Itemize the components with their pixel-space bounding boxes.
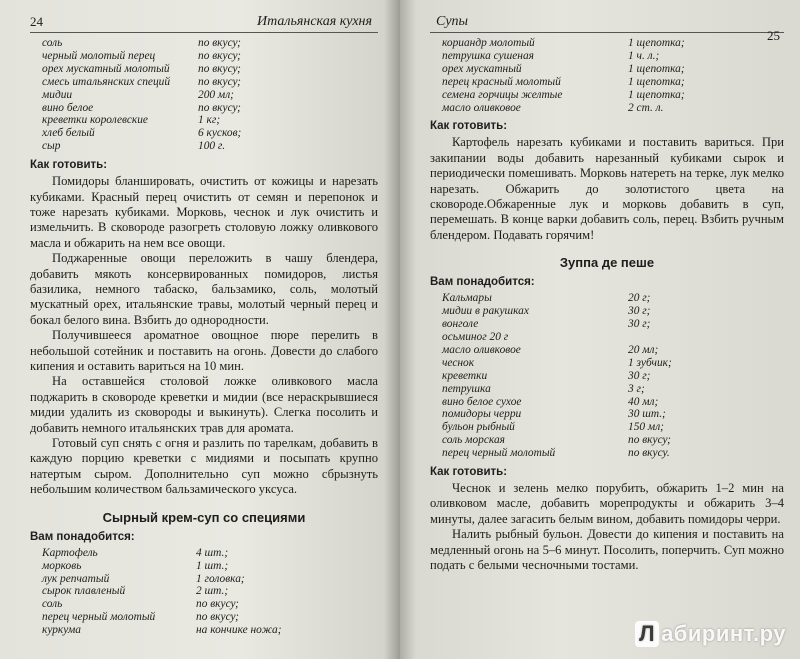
ingredient-qty [628,331,784,344]
ingredient-name: перец красный молотый [442,75,561,88]
ingredient-name: соль [42,37,63,49]
ingredient-qty: 30 шт.; [628,408,666,421]
ingredient-qty: 30 г; [628,318,651,331]
ingredient-name: смесь итальянских специй [42,75,171,88]
ingredient-qty: по вкусу; [198,75,241,88]
paragraph: Чеснок и зелень мелко порубить, обжарить 1–2 мин на оливковом масле, добавить морепродукты и обжарить 3–4 минуты, далее загасить белым вином, добавить помидоры черри. [430,481,784,526]
ingredient-name: креветки королевские [42,114,148,127]
page-number: 25 [767,28,780,43]
recipe-instructions [430,481,784,573]
ingredient-qty: по вкусу; [198,101,241,114]
ingredient-qty: 30 г; [628,369,651,382]
ingredient-qty: 30 г; [628,305,651,318]
paragraph: Поджаренные овощи переложить в чашу блендера, добавить мякоть консервированных помидоров, листья базилика, немного табаско, бальзамико, соль, молотый мускатный орех, итальянские травы, молотый черный перец и бокал белого вина. Взбить до однородности. [30,251,378,327]
ingredient-qty: по вкусу; [196,611,239,624]
ingredients-heading: Вам понадобится: [430,276,535,289]
ingredient-name: хлеб белый [42,127,95,140]
ingredient-qty: 1 щепотка; [628,37,685,49]
ingredient-qty: 100 г. [198,140,226,153]
ingredient-qty: по вкусу; [198,62,241,75]
ingredient-name: сырок плавленый [42,585,126,598]
ingredient-list [442,292,784,460]
how-to-cook-heading: Как готовить: [30,159,108,172]
ingredient-name: соль морская [442,434,505,447]
ingredient-name: петрушка сушеная [442,49,534,62]
ingredient-name: сыр [42,140,61,153]
ingredient-name: семена горчицы желтые [442,88,563,101]
running-title: Супы [436,14,469,29]
ingredient-qty: по вкусу; [198,37,241,49]
ingredient-qty: по вкусу; [628,434,671,447]
ingredient-qty: 200 мл; [198,88,234,101]
ingredient-name: вино белое сухое [442,395,522,408]
ingredient-qty: 1 ч. л.; [628,49,660,62]
ingredient-name: осьминог 20 г [442,331,509,343]
recipe-title: Сырный крем-суп со специями [102,509,306,525]
recipe-instructions [30,174,378,498]
ingredient-name: вонголе [442,318,479,331]
ingredient-list [42,37,378,153]
paragraph: Картофель нарезать кубиками и поставить вариться. При закипании воды добавить нарезанный кубиками сырок и периодически помешивать. Морковь натереть на терке, лук мелко нарезать. Обжарить до золотистого цвета на сковороде.Обжаренные лук и морковь добавить в суп, перемешать. В конце варки добавить соль, перец. Взбить ручным блендером. Подавать горячим! [430,135,784,242]
ingredient-qty: 6 кусков; [198,127,242,140]
running-header [30,14,378,33]
ingredient-qty: 150 мл; [628,421,664,434]
ingredient-name: соль [42,598,63,611]
ingredient-qty: на кончике ножа; [196,624,282,637]
ingredient-name: петрушка [442,382,491,395]
ingredient-name: орех мускатный [442,62,522,75]
ingredient-qty: 1 щепотка; [628,62,685,75]
ingredient-qty: 40 мл; [628,395,659,408]
site-watermark [635,621,786,647]
paragraph: Получившееся ароматное овощное пюре перелить в небольшой сотейник и поставить на огонь. Довести до слабого кипения и оставить вариться на 10 мин. [30,328,378,374]
ingredient-name: мидии в ракушках [442,305,529,318]
ingredient-name: перец черный молотый [42,611,156,624]
recipe-title: Зуппа де пеше [559,255,655,271]
ingredient-qty: 2 ст. л. [628,101,664,114]
how-to-cook-heading: Как готовить: [430,120,508,133]
ingredient-name: куркума [42,624,81,637]
ingredient-qty: 20 мл; [628,343,659,356]
ingredient-name: масло оливковое [442,343,521,356]
ingredient-name: кориандр молотый [442,37,535,49]
ingredient-name: креветки [442,369,488,382]
ingredient-name: чеснок [442,356,475,369]
ingredient-qty: по вкусу. [628,447,670,460]
ingredient-list [442,37,784,114]
ingredients-heading: Вам понадобится: [30,530,135,543]
ingredient-list [42,547,378,637]
ingredient-name: масло оливковое [442,101,521,114]
ingredient-name: помидоры черри [442,408,522,421]
ingredient-qty: 1 шт.; [196,559,229,572]
ingredient-name: орех мускатный молотый [42,62,170,75]
ingredient-qty: 4 шт.; [196,546,229,559]
ingredient-qty: 1 щепотка; [628,88,685,101]
ingredient-name: бульон рыбный [442,421,515,434]
ingredient-name: морковь [42,559,82,572]
ingredient-name: перец черный молотый [442,447,556,460]
ingredient-qty: по вкусу; [196,598,239,611]
right-page [400,0,800,659]
ingredient-qty: 1 головка; [196,572,245,585]
paragraph: На оставшейся столовой ложке оливкового масла поджарить в сковороде креветки и мидии (все нераскрывшиеся мидии удалить из сковороды и выкинуть). Слегка посолить и добавить немного итальянских трав для аромата. [30,374,378,435]
ingredient-name: черный молотый перец [42,49,156,62]
how-to-cook-heading: Как готовить: [430,466,508,479]
ingredient-qty: 3 г; [628,382,645,395]
ingredient-qty: 20 г; [628,292,651,305]
ingredient-qty: 2 шт.; [196,585,229,598]
ingredient-name: мидии [42,88,73,101]
ingredient-qty: по вкусу; [198,49,241,62]
page-number: 24 [30,14,43,29]
running-title: Итальянская кухня [257,14,372,29]
paragraph: Помидоры бланшировать, очистить от кожицы и нарезать кубиками. Красный перец очистить от семян и перепонок и тоже нарезать кубиками. Морковь, чеснок и лук очистить и измельчить. В сковороде разогреть столовую ложку оливкового масла и обжарить на нем все овощи. [30,174,378,250]
ingredient-name: Кальмары [442,292,492,305]
ingredient-name: лук репчатый [42,572,110,585]
ingredient-name: вино белое [42,101,94,114]
paragraph: Готовый суп снять с огня и разлить по тарелкам, добавить в каждую порцию креветки с мидиями и посыпать крупно натертым сыром. Дополнительно суп можно сбрызнуть небольшим количеством бальзамического уксуса. [30,436,378,497]
ingredient-name: Картофель [42,546,98,559]
watermark-text: абиринт.ру [661,621,786,646]
paragraph: Налить рыбный бульон. Довести до кипения и поставить на медленный огонь на 5–6 минут. Посолить, поперчить. Суп можно подать с белыми чесночными тостами. [430,527,784,573]
ingredient-qty: 1 зубчик; [628,356,672,369]
ingredient-qty: 1 щепотка; [628,75,685,88]
ingredient-qty: 1 кг; [198,114,221,127]
watermark-badge: Л [635,621,659,647]
